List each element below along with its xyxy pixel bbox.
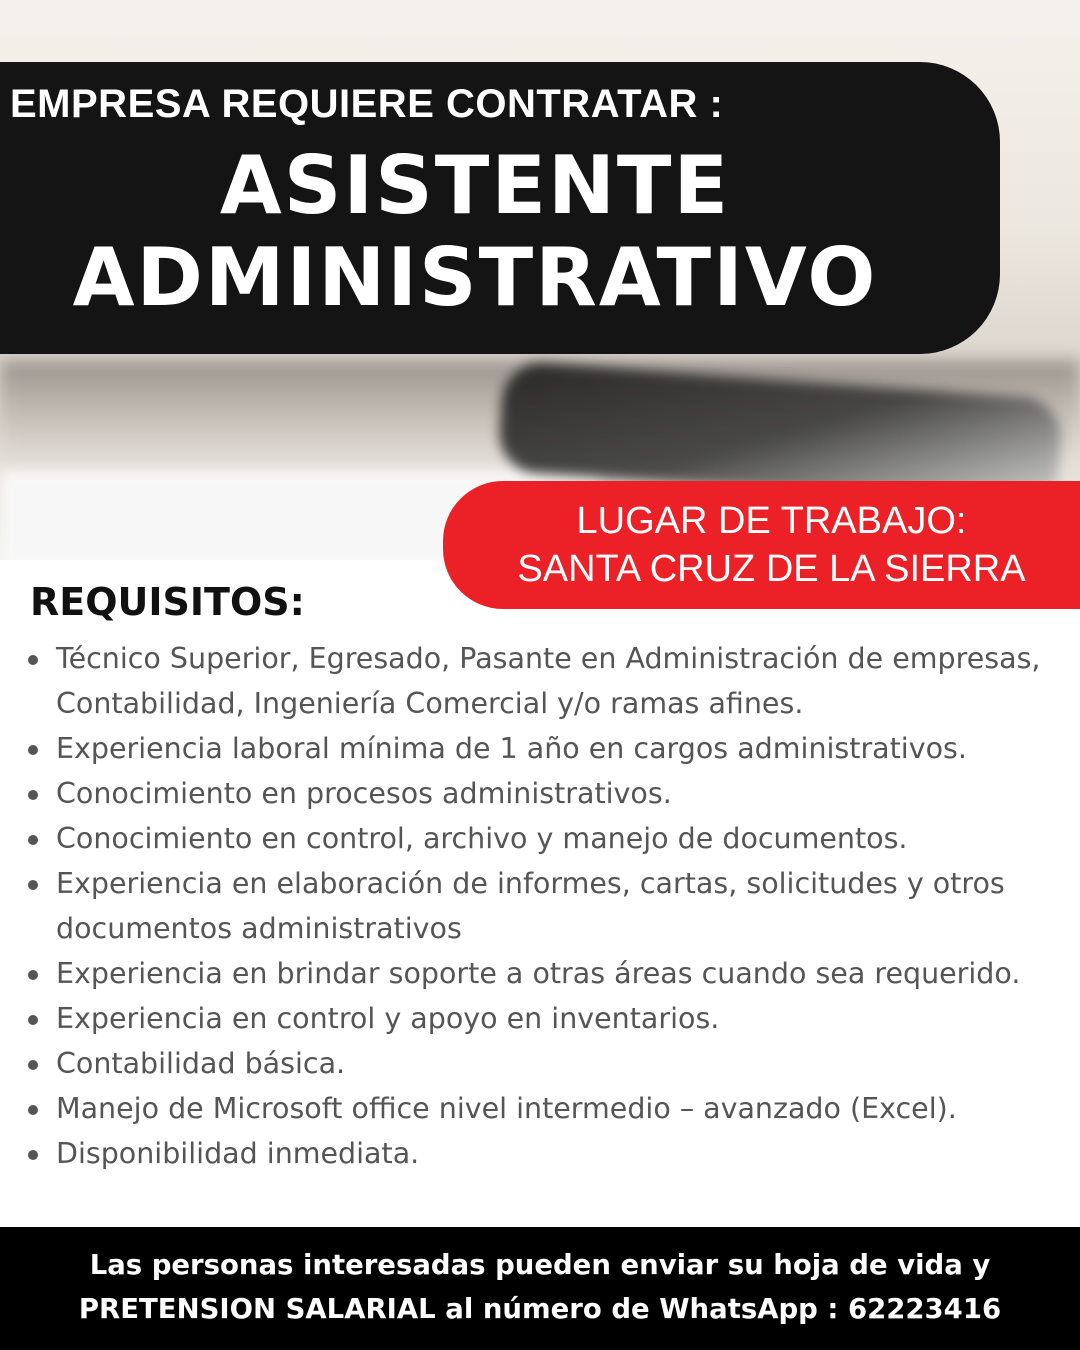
- location-badge: [443, 481, 1080, 609]
- bullet-icon: [28, 1015, 38, 1025]
- list-item: [0, 816, 1080, 861]
- footer-line-2: PRETENSION SALARIAL al número de WhatsApp : 62223416: [78, 1293, 1002, 1325]
- requirement-text: Experiencia en elaboración de informes, cartas, solicitudes y otros documentos administrativos: [56, 867, 1005, 945]
- bullet-icon: [28, 1105, 38, 1115]
- list-item: [0, 636, 1080, 726]
- requirement-text: Experiencia laboral mínima de 1 año en cargos administrativos.: [56, 732, 967, 765]
- location-city: SANTA CRUZ DE LA SIERRA: [517, 548, 1026, 590]
- hiring-kicker: EMPRESA REQUIERE CONTRATAR :: [10, 82, 724, 126]
- bullet-icon: [28, 1060, 38, 1070]
- job-title: [0, 140, 950, 324]
- list-item: [0, 1086, 1080, 1131]
- requirement-text: Disponibilidad inmediata.: [56, 1137, 420, 1170]
- bullet-icon: [28, 655, 38, 665]
- bullet-icon: [28, 790, 38, 800]
- bullet-icon: [28, 880, 38, 890]
- job-title-line-2: ADMINISTRATIVO: [72, 231, 878, 324]
- list-item: [0, 1041, 1080, 1086]
- bullet-icon: [28, 970, 38, 980]
- footer-line-1: Las personas interesadas pueden enviar su hoja de vida y: [89, 1249, 991, 1281]
- requirement-text: Experiencia en control y apoyo en inventarios.: [56, 1002, 720, 1035]
- list-item: [0, 996, 1080, 1041]
- requirement-text: Manejo de Microsoft office nivel intermedio – avanzado (Excel).: [56, 1092, 957, 1125]
- bullet-icon: [28, 835, 38, 845]
- bullet-icon: [28, 745, 38, 755]
- requirements-list: [0, 636, 1080, 1176]
- requirements-heading: REQUISITOS:: [30, 580, 305, 624]
- requirement-text: Técnico Superior, Egresado, Pasante en Administración de empresas, Contabilidad, Ingeniería Comercial y/o ramas afines.: [56, 642, 1041, 720]
- list-item: [0, 861, 1080, 951]
- bullet-icon: [28, 1150, 38, 1160]
- list-item: [0, 726, 1080, 771]
- requirement-text: Experiencia en brindar soporte a otras áreas cuando sea requerido.: [56, 957, 1021, 990]
- job-title-line-1: ASISTENTE: [219, 139, 731, 232]
- list-item: [0, 771, 1080, 816]
- list-item: [0, 951, 1080, 996]
- requirement-text: Contabilidad básica.: [56, 1047, 346, 1080]
- contact-footer: [0, 1227, 1080, 1350]
- list-item: [0, 1131, 1080, 1176]
- requirement-text: Conocimiento en procesos administrativos.: [56, 777, 672, 810]
- location-label: LUGAR DE TRABAJO:: [576, 500, 967, 542]
- requirement-text: Conocimiento en control, archivo y manejo de documentos.: [56, 822, 908, 855]
